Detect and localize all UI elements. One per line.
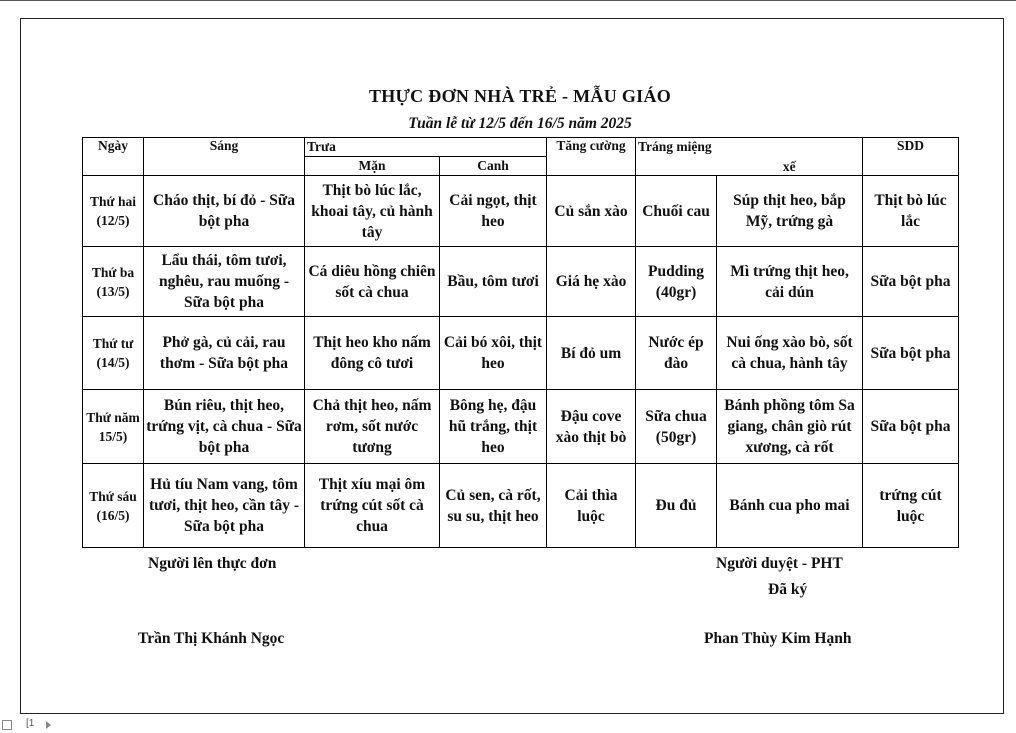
breakfast-cell: Cháo thịt, bí đỏ - Sữa bột pha: [144, 176, 305, 247]
savory-cell: Thịt heo kho nấm đông cô tươi: [305, 317, 440, 390]
approver-label: Người duyệt - PHT: [716, 555, 843, 572]
breakfast-cell: Hủ tíu Nam vang, tôm tươi, thịt heo, cần tây - Sữa bột pha: [144, 464, 305, 548]
sdd-cell: Sữa bột pha: [863, 390, 959, 464]
soup-cell: Bầu, tôm tươi: [440, 247, 547, 317]
document-title: THỰC ĐƠN NHÀ TRẺ - MẪU GIÁO: [368, 86, 672, 106]
breakfast-cell: Bún riêu, thịt heo, trứng vịt, cà chua - Sữa bột pha: [144, 390, 305, 464]
dessert-cell: Pudding (40gr): [636, 247, 717, 317]
afternoon-cell: Bánh cua pho mai: [717, 464, 863, 548]
arrow-right-icon[interactable]: [46, 721, 51, 729]
top-rule: [0, 0, 1016, 1]
afternoon-cell: Nui ống xào bò, sốt cà chua, hành tây: [717, 317, 863, 390]
header-supplement: Tăng cường: [547, 138, 636, 176]
table-row: [83, 247, 959, 317]
breakfast-cell: Phở gà, củ cải, rau thơm - Sữa bột pha: [144, 317, 305, 390]
soup-cell: Cải ngọt, thịt heo: [440, 176, 547, 247]
dessert-cell: Sữa chua (50gr): [636, 390, 717, 464]
supplement-cell: Đậu cove xào thịt bò: [547, 390, 636, 464]
afternoon-cell: Mì trứng thịt heo, cải dún: [717, 247, 863, 317]
day-cell: Thứ tư (14/5): [83, 317, 144, 390]
soup-cell: Cải bó xôi, thịt heo: [440, 317, 547, 390]
dessert-cell: Đu đủ: [636, 464, 717, 548]
supplement-cell: Giá hẹ xào: [547, 247, 636, 317]
document-subtitle: Tuần lễ từ 12/5 đến 16/5 năm 2025: [408, 115, 632, 132]
supplement-cell: Cải thìa luộc: [547, 464, 636, 548]
savory-cell: Cá diêu hồng chiên sốt cà chua: [305, 247, 440, 317]
page-box-icon: [2, 720, 12, 730]
breakfast-cell: Lẩu thái, tôm tươi, nghêu, rau muống - Sữa bột pha: [144, 247, 305, 317]
sdd-cell: Sữa bột pha: [863, 317, 959, 390]
dessert-cell: Nước ép đào: [636, 317, 717, 390]
menu-table: [82, 137, 959, 548]
dessert-cell: Chuối cau: [636, 176, 717, 247]
preparer-label: Người lên thực đơn: [148, 555, 277, 572]
savory-cell: Thịt xíu mại ôm trứng cút sốt cà chua: [305, 464, 440, 548]
supplement-cell: Bí đỏ um: [547, 317, 636, 390]
table-row: [83, 390, 959, 464]
day-cell: Thứ hai (12/5): [83, 176, 144, 247]
table-row: [83, 464, 959, 548]
day-cell: Thứ năm 15/5): [83, 390, 144, 464]
day-cell: Thứ sáu (16/5): [83, 464, 144, 548]
sdd-cell: Thịt bò lúc lắc: [863, 176, 959, 247]
afternoon-cell: Bánh phồng tôm Sa giang, chân giò rút xương, cà rốt: [717, 390, 863, 464]
header-afternoon: xế: [717, 157, 863, 176]
savory-cell: Thịt bò lúc lắc, khoai tây, củ hành tây: [305, 176, 440, 247]
supplement-cell: Củ sắn xào: [547, 176, 636, 247]
sdd-cell: trứng cút luộc: [863, 464, 959, 548]
header-lunch: Trưa: [305, 138, 547, 157]
header-dessert-blank: [636, 157, 717, 176]
header-day: Ngày: [83, 138, 144, 176]
afternoon-cell: Súp thịt heo, bắp Mỹ, trứng gà: [717, 176, 863, 247]
header-dessert: Tráng miệng: [636, 138, 863, 157]
table-row: [83, 317, 959, 390]
soup-cell: Bông hẹ, đậu hũ trắng, thịt heo: [440, 390, 547, 464]
page-marker: [1: [26, 718, 35, 729]
header-lunch-savory: Mặn: [305, 157, 440, 176]
preparer-name: Trần Thị Khánh Ngọc: [138, 630, 285, 647]
header-row-top: [83, 138, 959, 157]
status-bar: [0, 718, 1016, 733]
day-cell: Thứ ba (13/5): [83, 247, 144, 317]
approver-name: Phan Thùy Kim Hạnh: [704, 630, 852, 647]
soup-cell: Củ sen, cà rốt, su su, thịt heo: [440, 464, 547, 548]
savory-cell: Chả thịt heo, nấm rơm, sốt nước tương: [305, 390, 440, 464]
sdd-cell: Sữa bột pha: [863, 247, 959, 317]
approver-status: Đã ký: [768, 581, 808, 598]
header-sdd: SDD: [863, 138, 959, 176]
header-breakfast: Sáng: [144, 138, 305, 176]
header-lunch-soup: Canh: [440, 157, 547, 176]
table-row: [83, 176, 959, 247]
